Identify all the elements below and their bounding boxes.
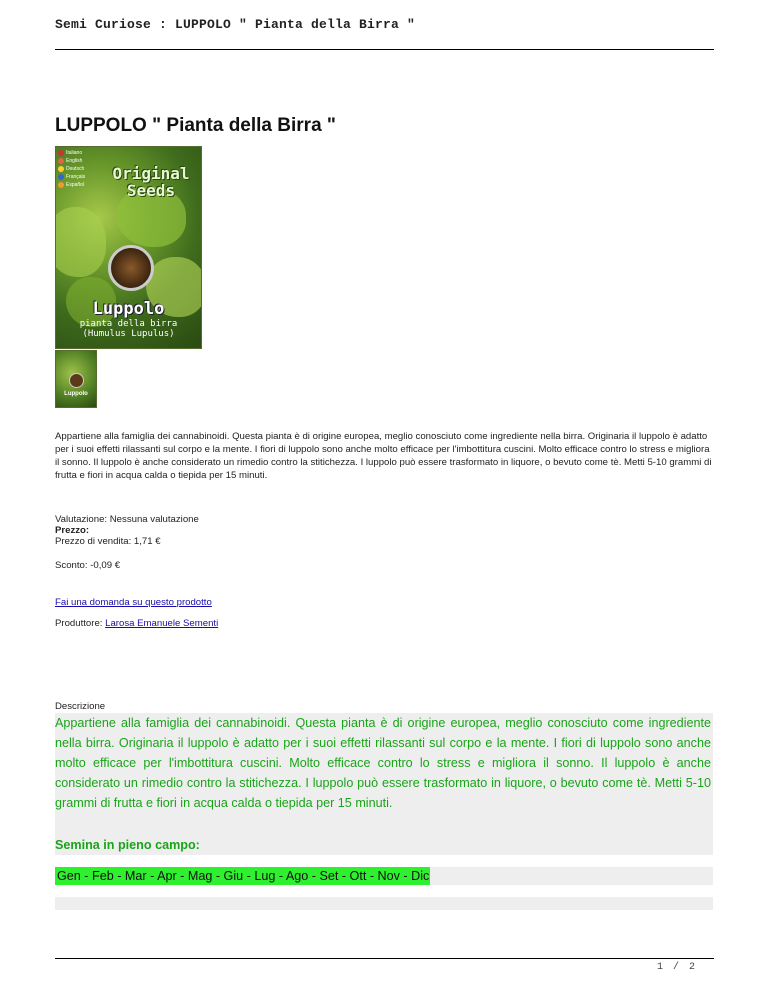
page-number: 1 / 2 (656, 962, 697, 973)
sowing-months: Gen - Feb - Mar - Apr - Mag - Giu - Lug - Ago - Set - Ott - Nov - Dic (57, 869, 430, 883)
pack-brand: Original Seeds (112, 164, 190, 200)
sowing-label: Semina in pieno campo: (55, 838, 200, 852)
rating: Valutazione: Nessuna valutazione (55, 514, 199, 525)
language-label: Italiano (66, 150, 83, 156)
pack-product-name: Luppolo (92, 299, 165, 319)
description-text: Appartiene alla famiglia dei cannabinoidi. Questa pianta è di origine europea, meglio conosciuto come ingrediente nella birra. Originaria il luppolo è adatto per i suoi effetti rilassanti sul corpo e la mente. I fiori di luppolo sono anche molto efficace per l'imbottitura cuscini. Molto efficace contro lo stress e migliora il sonno. Il luppolo è anche considerato un rimedio contro la stitichezza. I luppolo può essere trasformato in liquore, o bevuto come tè. Metti 5-10 grammi di frutta e fiori in acqua calda o tiepida per 15 minuti. (55, 716, 711, 810)
price-label (55, 525, 89, 536)
product-intro: Appartiene alla famiglia dei cannabinoidi. Questa pianta è di origine europea, meglio conosciuto come ingrediente nella birra. Originaria il luppolo è adatto per i suoi effetti rilassanti sul corpo e la mente. I fiori di luppolo sono anche molto efficace per l'imbottitura cuscini. Molto efficace contro lo stress e migliora il sonno. Il luppolo è anche considerato un rimedio contro la stitichezza. I luppolo può essere trasformato in liquore, o bevuto come tè. Metti 5-10 grammi di frutta e fiori in acqua calda o tiepida per 15 minuti. (55, 431, 712, 481)
language-list (58, 149, 98, 189)
pack-subtitle-text: pianta della birra (79, 319, 178, 329)
pack-latin-name: (Humulus Lupulus) (82, 329, 175, 339)
header-divider (55, 49, 714, 50)
producer-label: Produttore: (55, 618, 103, 629)
beer-mug-icon (108, 245, 154, 291)
product-thumbnail[interactable] (55, 350, 97, 408)
product-pack-image[interactable] (55, 146, 202, 349)
language-label: Deutsch (66, 166, 85, 172)
empty-row (55, 897, 713, 910)
sale-price: Prezzo di vendita: 1,71 € (55, 536, 161, 547)
price-label-text: Prezzo: (55, 525, 90, 536)
discount: Sconto: -0,09 € (55, 560, 121, 571)
product-title: LUPPOLO " Pianta della Birra " (55, 115, 336, 136)
description-label: Descrizione (55, 701, 106, 712)
thumbnail-label: Luppolo (64, 391, 88, 397)
page-header: Semi Curiose : LUPPOLO " Pianta della Birra " (55, 17, 416, 32)
language-label: Français (66, 174, 86, 180)
beer-mug-icon (69, 373, 84, 388)
footer-divider (55, 958, 714, 959)
ask-question-link[interactable]: Fai una domanda su questo prodotto (55, 597, 212, 608)
ask-question-row (55, 597, 212, 608)
language-label: Español (66, 182, 85, 188)
pack-subtitle (56, 319, 201, 339)
producer-link[interactable]: Larosa Emanuele Sementi (105, 618, 219, 629)
producer-row (55, 618, 218, 629)
language-label: English (66, 158, 83, 164)
